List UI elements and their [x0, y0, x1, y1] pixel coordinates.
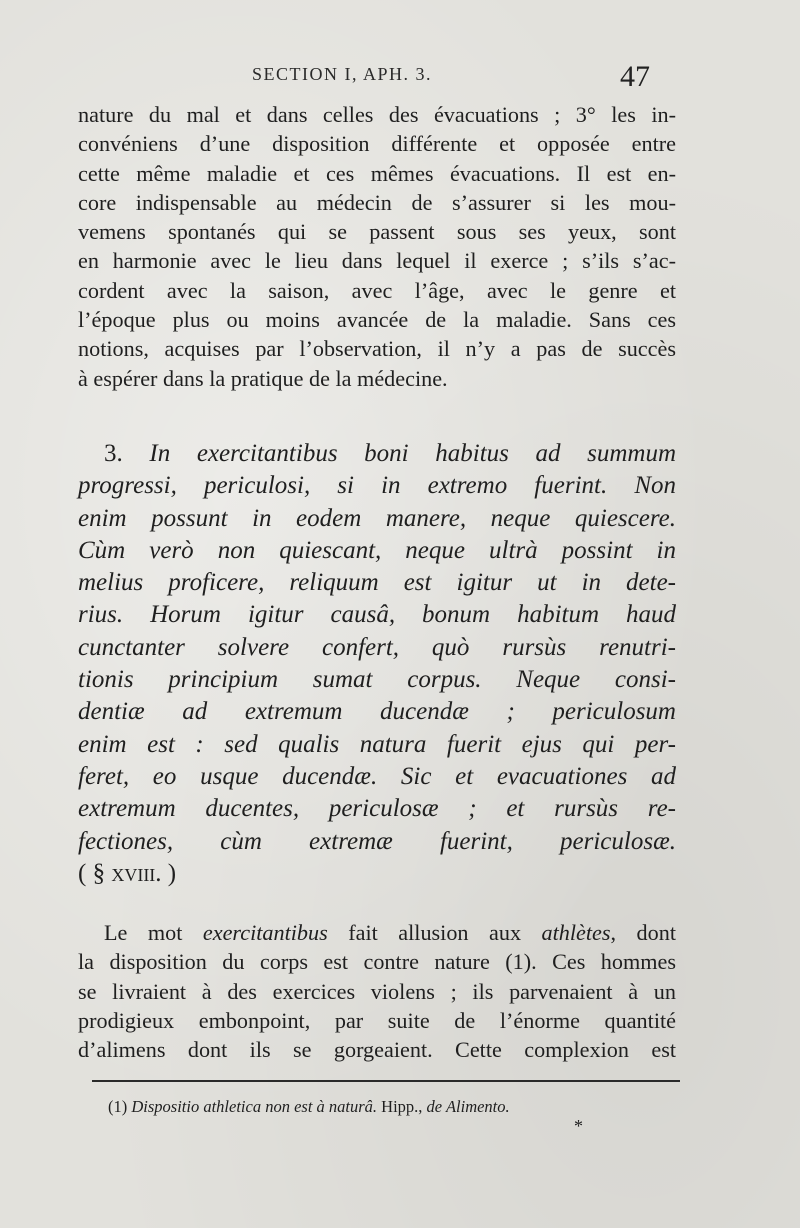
footnote-source-author: Hipp., [377, 1097, 427, 1116]
text-line: la disposition du corps est contre nature (1). Ces hommes [78, 949, 676, 975]
text-run: Le mot [104, 920, 203, 945]
text-line: cunctanter solvere confert, quò rursùs renutri- [78, 633, 676, 661]
text-line: en harmonie avec le lieu dans lequel il exerce ; s’ils s’ac- [78, 248, 676, 274]
text-line: prodigieux embonpoint, par suite de l’énorme quantité [78, 1007, 676, 1033]
paragraph-commentary-continuation [78, 100, 676, 393]
text-line: convéniens d’une disposition différente et opposée entre [78, 131, 676, 157]
text-line: In exercitantibus boni habitus ad summum [149, 440, 677, 467]
text-line: fectiones, cùm extremæ fuerint, periculosæ. [78, 827, 676, 855]
text-line: core indispensable au médecin de s’assurer si les mou- [78, 189, 676, 215]
aphorism-first-line [78, 438, 676, 470]
text-line: melius proficere, reliquum est igitur ut in dete- [78, 569, 676, 597]
text-line: rius. Horum igitur causâ, bonum habitum haud [78, 601, 676, 629]
footnote-divider [92, 1080, 680, 1082]
italic-term-athletes: athlètes [541, 920, 611, 945]
text-line: enim est : sed qualis natura fuerit ejus qui per- [78, 730, 676, 758]
footnote [108, 1096, 688, 1118]
footnote-quote: Dispositio athletica non est à naturâ. [131, 1097, 378, 1116]
text-line: à espérer dans la pratique de la médecine. [78, 365, 448, 391]
footnote-source-title: de Alimento. [426, 1097, 510, 1116]
text-line: enim possunt in eodem manere, neque quiescere. [78, 504, 676, 532]
text-line: Cùm verò non quiescant, neque ultrà possint in [78, 536, 676, 564]
paragraph-commentary [78, 918, 676, 1064]
text-line: notions, acquises par l’observation, il n’y a pas de succès [78, 336, 676, 362]
text-run: , dont [610, 920, 676, 945]
page-header [0, 62, 800, 96]
aphorism-number: 3. [104, 440, 123, 467]
aphorism-latin [78, 438, 676, 890]
signature-mark: * [574, 1116, 583, 1136]
text-line: feret, eo usque ducendæ. Sic et evacuationes ad [78, 762, 676, 790]
text-line: l’époque plus ou moins avancée de la maladie. Sans ces [78, 307, 676, 333]
text-line: tionis principium sumat corpus. Neque consi- [78, 666, 676, 694]
footnote-marker: (1) [108, 1097, 128, 1116]
text-line: vemens spontanés qui se passent sous ses yeux, sont [78, 219, 676, 245]
running-head: SECTION I, APH. 3. [252, 64, 433, 84]
text-line: progressi, periculosi, si in extremo fuerint. Non [78, 472, 676, 500]
text-line: nature du mal et dans celles des évacuations ; 3° les in- [78, 102, 676, 127]
page-number: 47 [620, 60, 650, 93]
text-line: extremum ducentes, periculosæ ; et rursùs re- [78, 795, 676, 823]
text-line: d’alimens dont ils se gorgeaient. Cette complexion est [78, 1037, 676, 1063]
text-line: cordent avec la saison, avec l’âge, avec le genre et [78, 277, 676, 303]
text-line: se livraient à des exercices violens ; ils parvenaient à un [78, 978, 676, 1004]
text-line-first [78, 918, 676, 947]
text-run: fait allusion aux [327, 920, 542, 945]
text-line: dentiæ ad extremum ducendæ ; periculosum [78, 698, 676, 726]
aphorism-reference: ( § xviii. ) [78, 859, 177, 887]
text-line: cette même maladie et ces mêmes évacuations. Il est en- [78, 160, 676, 186]
italic-term-exercitantibus: exercitantibus [202, 920, 328, 945]
